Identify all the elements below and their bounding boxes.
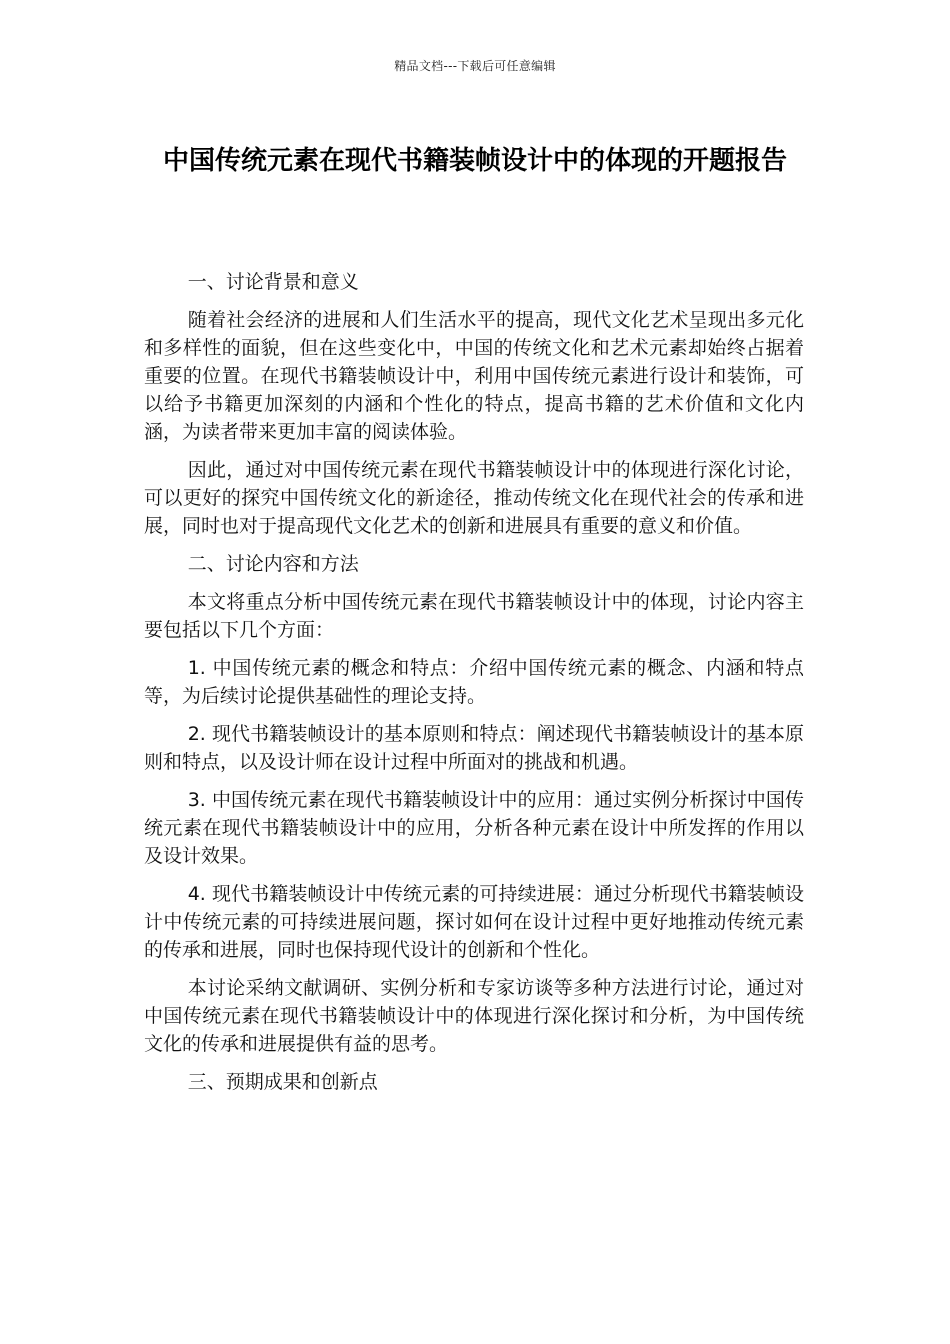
- list-item: 2. 现代书籍装帧设计的基本原则和特点：阐述现代书籍装帧设计的基本原则和特点，以及设计师在设计过程中所面对的挑战和机遇。: [144, 723, 804, 773]
- list-item: 1. 中国传统元素的概念和特点：介绍中国传统元素的概念、内涵和特点等，为后续讨论提供基础性的理论支持。: [144, 657, 804, 707]
- section-heading-background: 一、讨论背景和意义: [187, 271, 359, 293]
- document-body: [144, 268, 804, 1106]
- paragraph-significance: 因此，通过对中国传统元素在现代书籍装帧设计中的体现进行深化讨论，可以更好的探究中国传统文化的新途径，推动传统文化在现代社会的传承和进展，同时也对于提高现代文化艺术的创新和进展具有重要的意义和价值。: [144, 459, 804, 537]
- section-heading-content: 二、讨论内容和方法: [187, 553, 359, 575]
- document-title: 中国传统元素在现代书籍装帧设计中的体现的开题报告: [162, 146, 787, 176]
- section-heading-outcomes: 三、预期成果和创新点: [187, 1071, 378, 1093]
- paragraph-method: 本讨论采纳文献调研、实例分析和专家访谈等多种方法进行讨论，通过对中国传统元素在现代书籍装帧设计中的体现进行深化探讨和分析，为中国传统文化的传承和进展提供有益的思考。: [144, 977, 804, 1055]
- header-note: 精品文档---下载后可任意编辑: [394, 59, 556, 73]
- list-item: 4. 现代书籍装帧设计中传统元素的可持续进展：通过分析现代书籍装帧设计中传统元素的可持续进展问题，探讨如何在设计过程中更好地推动传统元素的传承和进展，同时也保持现代设计的创新和个性化。: [144, 883, 804, 961]
- paragraph-background: 随着社会经济的进展和人们生活水平的提高，现代文化艺术呈现出多元化和多样性的面貌，但在这些变化中，中国的传统文化和艺术元素却始终占据着重要的位置。在现代书籍装帧设计中，利用中国传统元素进行设计和装饰，可以给予书籍更加深刻的内涵和个性化的特点，提高书籍的艺术价值和文化内涵，为读者带来更加丰富的阅读体验。: [144, 309, 804, 443]
- list-item: 3. 中国传统元素在现代书籍装帧设计中的应用：通过实例分析探讨中国传统元素在现代书籍装帧设计中的应用，分析各种元素在设计中所发挥的作用以及设计效果。: [144, 789, 804, 867]
- paragraph-content-intro: 本文将重点分析中国传统元素在现代书籍装帧设计中的体现，讨论内容主要包括以下几个方面：: [144, 591, 804, 641]
